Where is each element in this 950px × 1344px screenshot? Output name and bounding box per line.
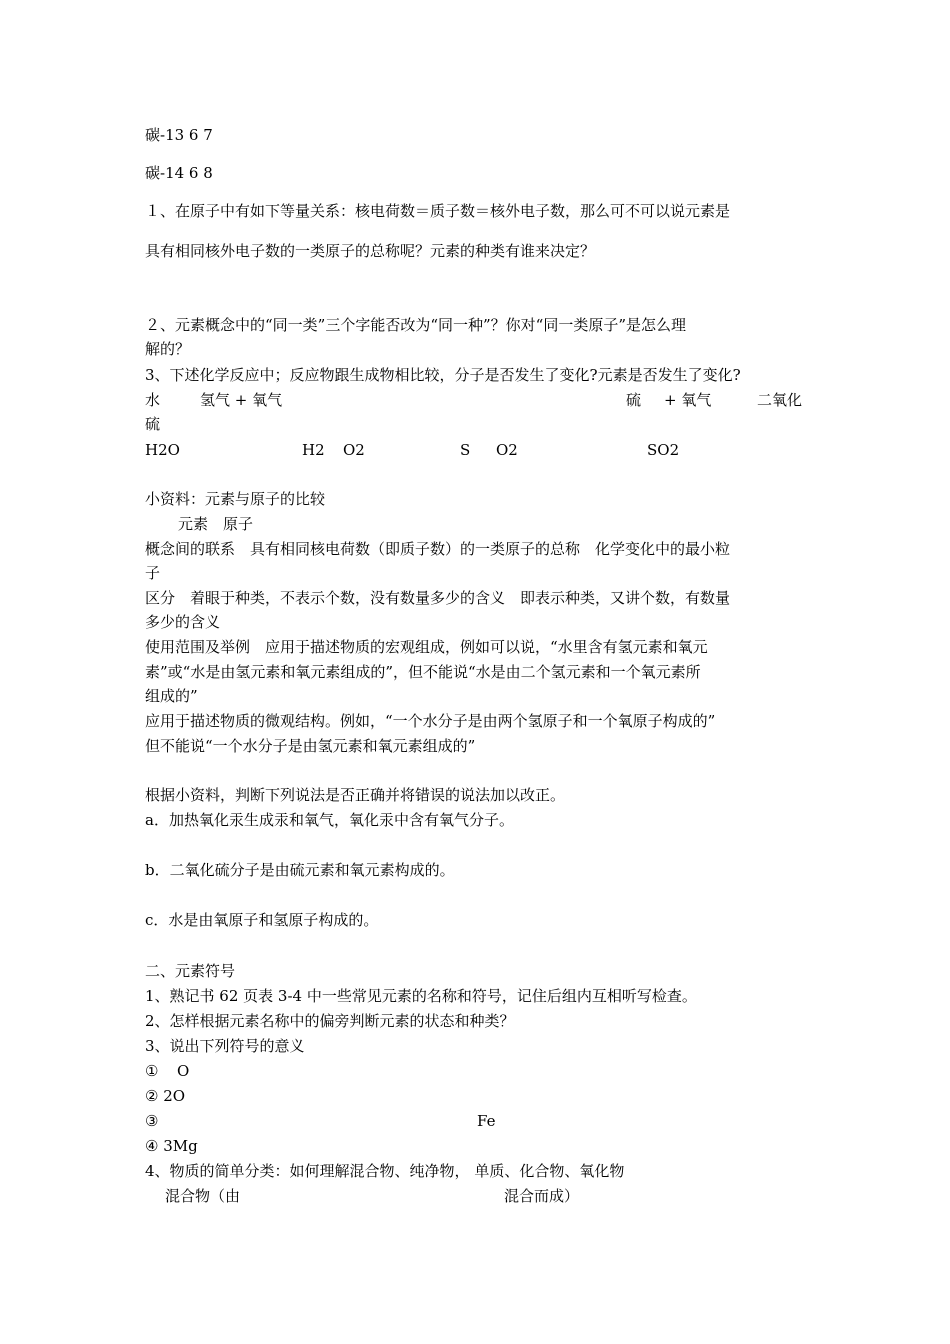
reaction-oxygen: + 氧气 [664, 391, 712, 409]
material-row-2: 区分 着眼于种类，不表示个数，没有数量多少的含义 即表示种类，又讲个数，有数量 [145, 589, 731, 607]
formula-o2: O2 [343, 441, 365, 459]
material-row-3-cont: 组成的” [145, 687, 198, 705]
section-2-item-4: 4、物质的简单分类：如何理解混合物、纯净物， 单质、化合物、氧化物 [145, 1162, 625, 1180]
question-1-line-1: １、在原子中有如下等量关系：核电荷数＝质子数＝核外电子数，那么可不可以说元素是 [145, 202, 731, 220]
formula-o2: O2 [496, 441, 518, 459]
formula-h2: H2 [302, 441, 325, 459]
material-row-2-cont: 多少的含义 [145, 613, 221, 631]
question-2-line-2: 解的？ [145, 340, 191, 358]
section-2-item-2: 2、怎样根据元素名称中的偏旁判断元素的状态和种类？ [145, 1012, 515, 1030]
formula-h2o: H2O [145, 441, 180, 459]
reaction-products-1: 氢气 + 氧气 [200, 391, 283, 409]
reaction-water: 水 [145, 391, 161, 409]
section-2-title: 二、元素符号 [145, 962, 236, 980]
material-row-3-cont: 素”或“水是由氢元素和氧元素组成的”，但不能说“水是由二个氢元素和一个氧元素所 [145, 663, 701, 681]
material-row-3: 使用范围及举例 应用于描述物质的宏观组成，例如可以说，“水里含有氢元素和氧元 [145, 638, 708, 656]
material-row-4-cont: 但不能说“一个水分子是由氢元素和氧元素组成的” [145, 737, 476, 755]
isotope-line: 碳-14 6 8 [145, 164, 213, 182]
reaction-product-2: 二氧化 [757, 391, 803, 409]
material-title: 小资料：元素与原子的比较 [145, 490, 326, 508]
section-2-item-1: 1、熟记书 62 页表 3-4 中一些常见元素的名称和符号，记住后组内互相听写检查。 [145, 987, 697, 1005]
isotope-line: 碳-13 6 7 [145, 126, 213, 144]
judge-item-c: c．水是由氧原子和氢原子构成的。 [145, 911, 379, 929]
reaction-product-2-cont: 硫 [145, 415, 161, 433]
material-row-4: 应用于描述物质的微观结构。例如，“一个水分子是由两个氢原子和一个氧原子构成的” [145, 712, 716, 730]
material-header: 元素 原子 [178, 515, 254, 533]
mixture-label-end: 混合而成） [504, 1187, 580, 1205]
question-1-line-2: 具有相同核外电子数的一类原子的总称呢？元素的种类有谁来决定？ [145, 242, 596, 260]
judge-intro: 根据小资料，判断下列说法是否正确并将错误的说法加以改正。 [145, 786, 566, 804]
question-2-line-1: ２、元素概念中的“同一类”三个字能否改为“同一种”？你对“同一类原子”是怎么理 [145, 316, 687, 334]
symbol-fe: Fe [477, 1112, 496, 1130]
section-2-item-3: 3、说出下列符号的意义 [145, 1037, 305, 1055]
symbol-3mg: ④ 3Mg [145, 1137, 198, 1155]
symbol-number: ① [145, 1062, 159, 1080]
formula-so2: SO2 [647, 441, 680, 459]
material-row-1: 概念间的联系 具有相同核电荷数（即质子数）的一类原子的总称 化学变化中的最小粒 [145, 540, 731, 558]
judge-item-a: a．加热氧化汞生成汞和氧气，氧化汞中含有氧气分子。 [145, 811, 514, 829]
judge-item-b: b．二氧化硫分子是由硫元素和氧元素构成的。 [145, 861, 455, 879]
question-3-line-1: 3、下述化学反应中；反应物跟生成物相比较，分子是否发生了变化?元素是否发生了变化? [145, 366, 741, 384]
formula-s: S [460, 441, 471, 459]
symbol-number: ③ [145, 1112, 159, 1130]
reaction-sulfur: 硫 [626, 391, 642, 409]
material-row-1-cont: 子 [145, 564, 161, 582]
mixture-label: 混合物（由 [165, 1187, 241, 1205]
symbol-2o: ② 2O [145, 1087, 186, 1105]
symbol-o: O [177, 1062, 190, 1080]
